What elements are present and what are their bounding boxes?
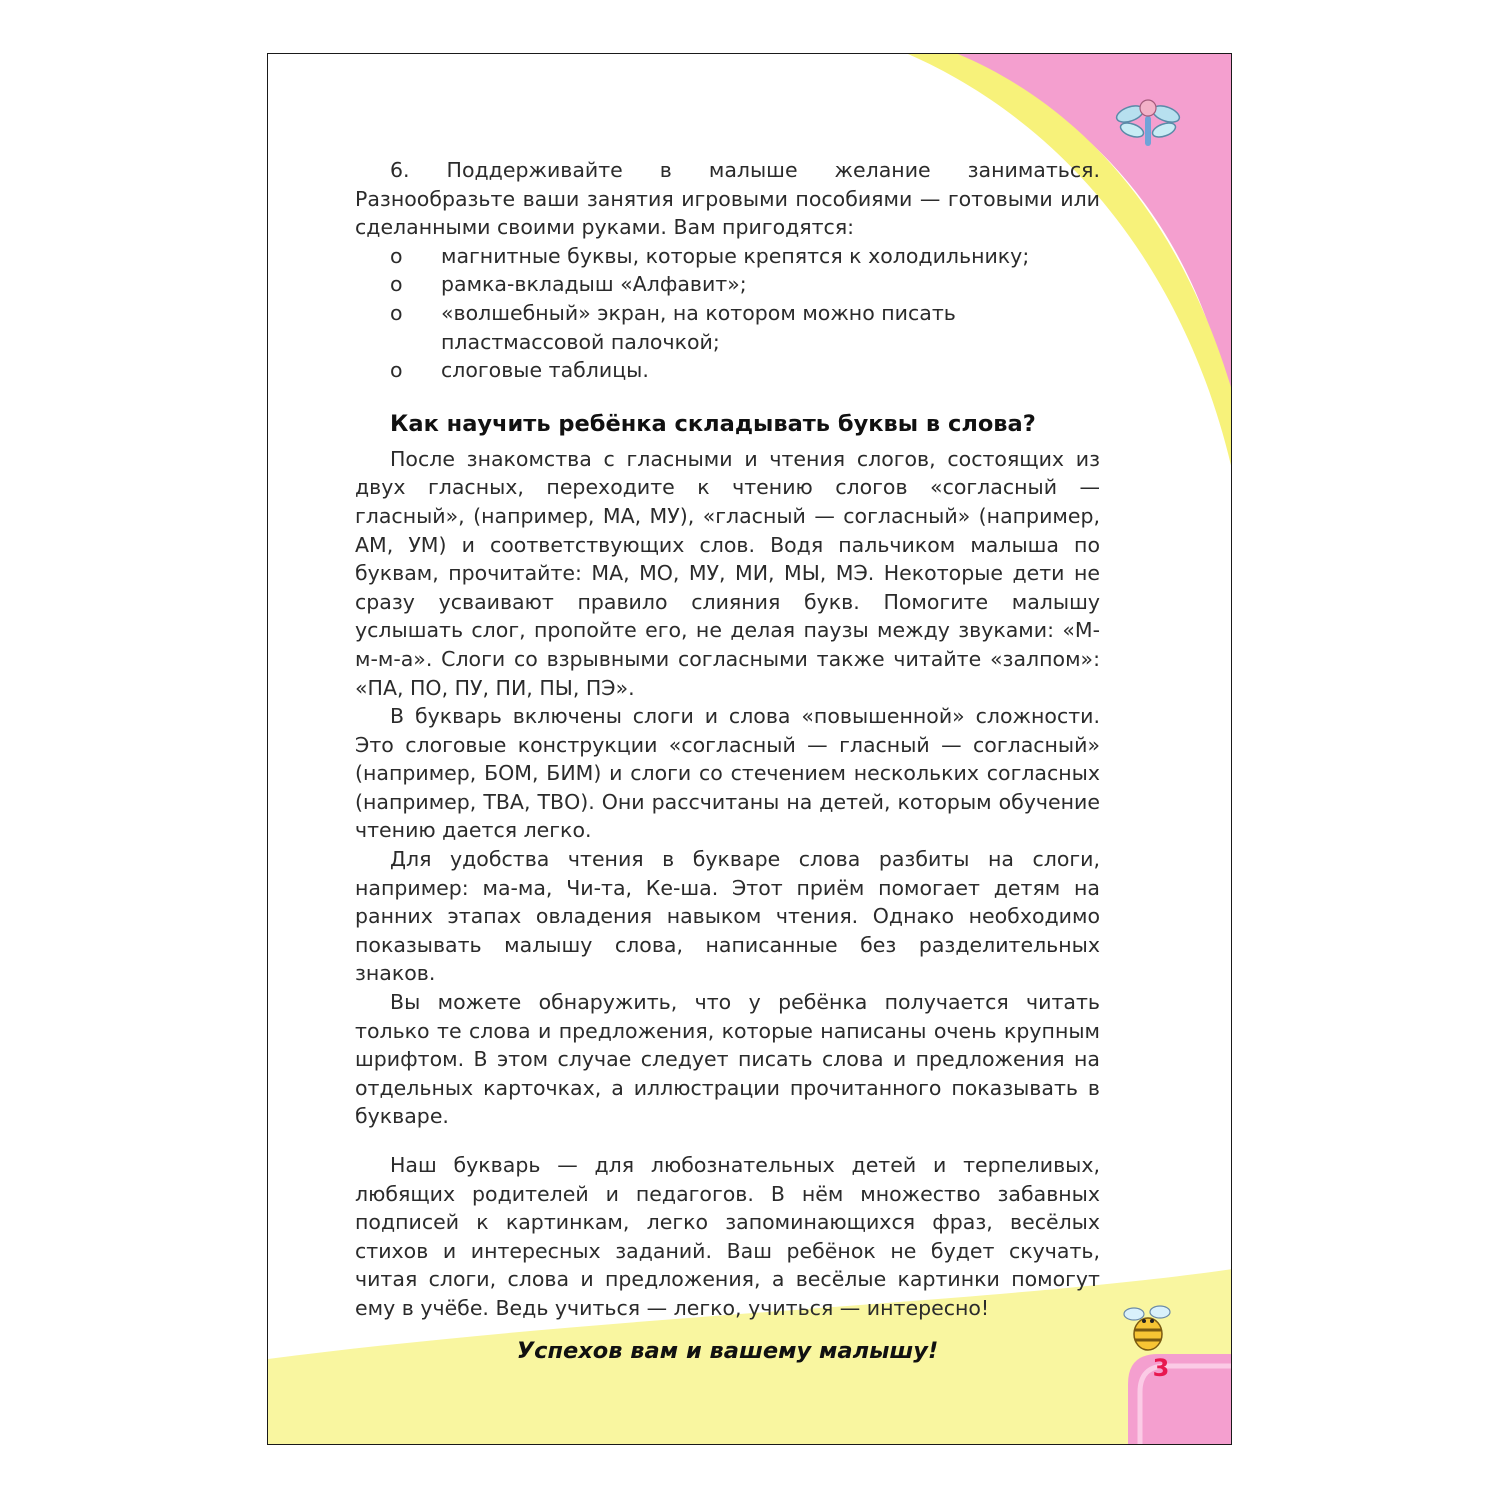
- paragraph-spacer: [355, 1131, 1100, 1151]
- body-paragraph: Для удобства чтения в букваре слова разбиты на слоги, например: ма-ма, Чи-та, Ке-ша. Этот приём помогает детям на ранних этапах овладения навыком чтения. Однако необходимо показывать малышу слова, написанные без разделительных знаков.: [355, 847, 1100, 986]
- list-item: [355, 270, 1100, 299]
- bullet-marker: o: [390, 243, 403, 268]
- text-body: [355, 156, 1100, 1365]
- body-paragraph: После знакомства с гласными и чтения слогов, состоящих из двух гласных, переходите к чтению слогов «согласный — гласный», (например, МА, МУ), «гласный — согласный» (например, АМ, УМ) и соответствующих слов. Водя пальчиком малыша по буквам, прочитайте: МА, МО, МУ, МИ, МЫ, МЭ. Некоторые дети не сразу усваивают правило слияния букв. Помогите малышу услышать слог, пропойте его, не делая паузы между звуками: «М-м-м-а». Слоги со взрывными согласными также читайте «залпом»: «ПА, ПО, ПУ, ПИ, ПЫ, ПЭ».: [355, 446, 1100, 700]
- final-paragraph: Наш букварь — для любознательных детей и терпеливых, любящих родителей и педагогов. В нём множество забавных подписей к картинкам, легко запоминающихся фраз, весёлых стихов и интересных заданий. Ваш ребёнок не будет скучать, читая слоги, слова и предложения, а весёлые картинки помогут ему в учёбе. Ведь учиться — легко, учиться — интересно!: [355, 1153, 1100, 1320]
- bullet-marker: o: [390, 300, 403, 325]
- list-item-text: «волшебный» экран, на котором можно писать пластмассовой палочкой;: [441, 300, 956, 354]
- bullet-marker: o: [390, 358, 403, 383]
- list-item: [355, 299, 1100, 356]
- body-paragraph: В букварь включены слоги и слова «повышенной» сложности. Это слоговые конструкции «согласный — гласный — согласный» (например, БОМ, БИМ) и слоги со стечением нескольких согласных (например, ТВА, ТВО). Они рассчитаны на детей, которым обучение чтению дается легко.: [355, 704, 1100, 843]
- intro-paragraph: 6. Поддерживайте в малыше желание заниматься. Разнообразьте ваши занятия игровыми пособиями — готовыми или сделанными своими руками. Вам пригодятся:: [355, 158, 1100, 240]
- list-item-text: рамка-вкладыш «Алфавит»;: [441, 272, 747, 297]
- list-item-text: слоговые таблицы.: [441, 358, 649, 383]
- list-item: [355, 242, 1100, 271]
- section-heading: Как научить ребёнка складывать буквы в слова?: [390, 410, 1036, 437]
- closing-wish: Успехов вам и вашему малышу!: [516, 1337, 939, 1364]
- book-page: [267, 53, 1232, 1445]
- page-number: 3: [1152, 1354, 1170, 1382]
- list-item: [355, 356, 1100, 385]
- list-item-text: магнитные буквы, которые крепятся к холодильнику;: [441, 243, 1030, 268]
- bullet-marker: o: [390, 272, 403, 297]
- body-paragraph: Вы можете обнаружить, что у ребёнка получается читать только те слова и предложения, которые написаны очень крупным шрифтом. В этом случае следует писать слова и предложения на отдельных карточках, а иллюстрации прочитанного показывать в букваре.: [355, 990, 1100, 1129]
